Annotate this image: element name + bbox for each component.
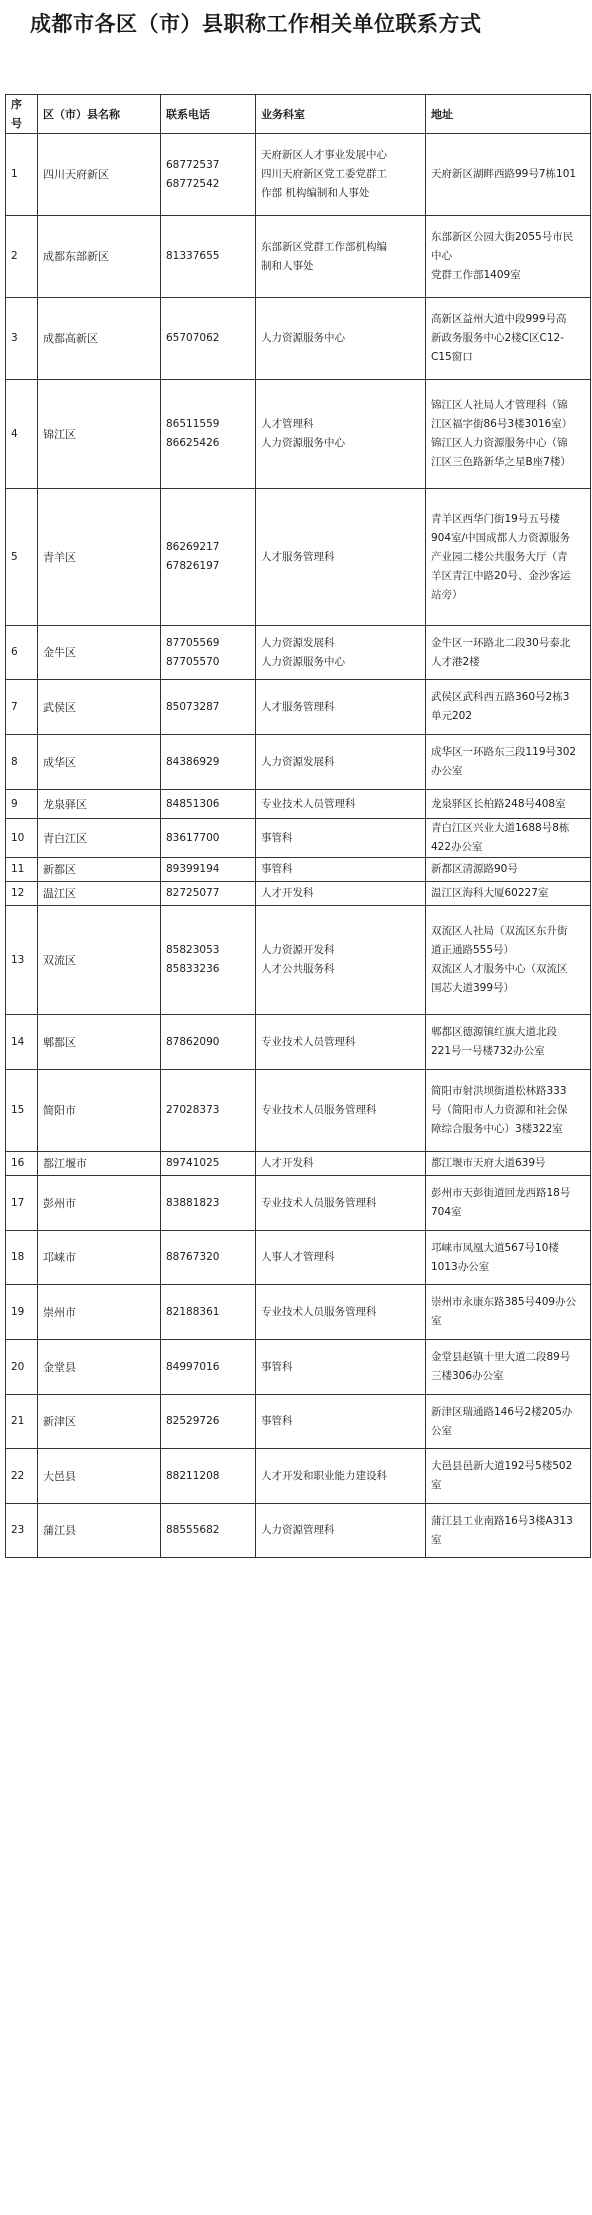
- district-name: 都江堰市: [38, 1152, 161, 1176]
- dept-cell-line: 人力资源开发科: [261, 944, 335, 956]
- phone-cell-line: 88211208: [166, 1469, 220, 1482]
- dept-cell: [256, 735, 426, 790]
- phone-cell: [161, 1504, 256, 1558]
- phone-cell: [161, 819, 256, 858]
- district-name: 崇州市: [38, 1285, 161, 1340]
- address-cell-line: 郫都区德源镇红旗大道北段: [431, 1026, 557, 1038]
- district-name: 双流区: [38, 906, 161, 1015]
- dept-cell-line: 人才开发科: [261, 1157, 314, 1169]
- phone-cell-line: 84386929: [166, 755, 220, 768]
- address-cell: [426, 735, 591, 790]
- district-name: 彭州市: [38, 1176, 161, 1231]
- address-cell-line: 新津区瑞通路146号2楼205办: [431, 1405, 573, 1418]
- header-phone: 联系电话: [161, 95, 256, 134]
- district-name: 成都东部新区: [38, 216, 161, 298]
- table-row: [6, 882, 591, 906]
- phone-cell-line: 89741025: [166, 1157, 220, 1169]
- table-row: [6, 858, 591, 882]
- dept-cell-line: 事管科: [261, 1360, 293, 1373]
- row-number: 3: [6, 298, 38, 380]
- phone-cell: [161, 1015, 256, 1070]
- phone-cell: [161, 858, 256, 882]
- phone-cell-line: 88767320: [166, 1251, 220, 1263]
- address-cell-line: 青白江区兴业大道1688号8栋: [431, 822, 570, 834]
- phone-cell: [161, 790, 256, 819]
- district-name: 青白江区: [38, 819, 161, 858]
- phone-cell-line: 67826197: [166, 560, 220, 572]
- address-cell: [426, 1070, 591, 1152]
- row-number: 9: [6, 790, 38, 819]
- address-cell-line: 双流区人社局（双流区东升街: [431, 925, 568, 937]
- table-row: [6, 1395, 591, 1449]
- district-name: 郫都区: [38, 1015, 161, 1070]
- table-row: [6, 298, 591, 380]
- address-cell-line: 三楼306办公室: [431, 1370, 504, 1382]
- dept-cell: [256, 790, 426, 819]
- address-cell-line: 办公室: [431, 765, 463, 777]
- phone-cell-line: 82529726: [166, 1415, 220, 1427]
- address-cell-line: 高新区益州大道中段999号高: [431, 313, 567, 325]
- dept-cell: [256, 380, 426, 489]
- phone-cell: [161, 626, 256, 680]
- header-dept: 业务科室: [256, 95, 426, 134]
- district-name: 成华区: [38, 735, 161, 790]
- address-cell-line: 成华区一环路东三段119号302: [431, 746, 577, 758]
- address-cell: [426, 1152, 591, 1176]
- district-name: 锦江区: [38, 380, 161, 489]
- row-number: 4: [6, 380, 38, 489]
- dept-cell: [256, 1285, 426, 1340]
- phone-cell-line: 85823053: [166, 944, 220, 956]
- address-cell-line: 都江堰市天府大道639号: [431, 1157, 546, 1169]
- district-name: 新津区: [38, 1395, 161, 1449]
- dept-cell-line: 专业技术人员管理科: [261, 797, 356, 810]
- phone-cell-line: 83881823: [166, 1196, 220, 1209]
- page-title: 成都市各区（市）县职称工作相关单位联系方式: [30, 11, 482, 36]
- dept-cell-line: 作部 机构编制和人事处: [261, 187, 370, 199]
- phone-cell-line: 81337655: [166, 250, 220, 262]
- address-cell-line: 室: [431, 1315, 442, 1327]
- dept-cell: [256, 1176, 426, 1231]
- district-name: 成都高新区: [38, 298, 161, 380]
- phone-cell-line: 87705570: [166, 655, 220, 668]
- dept-cell-line: 专业技术人员服务管理科: [261, 1196, 377, 1209]
- address-cell: [426, 380, 591, 489]
- address-cell-line: 道正通路555号）: [431, 944, 515, 956]
- address-cell-line: 双流区人才服务中心（双流区: [431, 963, 568, 975]
- phone-cell: [161, 1152, 256, 1176]
- address-cell: [426, 489, 591, 626]
- district-name: 金牛区: [38, 626, 161, 680]
- district-name: 大邑县: [38, 1449, 161, 1504]
- phone-cell-line: 87705569: [166, 636, 220, 649]
- row-number: 6: [6, 626, 38, 680]
- district-name: 青羊区: [38, 489, 161, 626]
- phone-cell-line: 84997016: [166, 1360, 220, 1373]
- address-cell: [426, 819, 591, 858]
- phone-cell-line: 89399194: [166, 863, 220, 875]
- phone-cell: [161, 298, 256, 380]
- district-name: 邛崃市: [38, 1231, 161, 1285]
- phone-cell-line: 85073287: [166, 700, 220, 713]
- table-row: [6, 626, 591, 680]
- dept-cell-line: 东部新区党群工作部机构编: [261, 240, 387, 253]
- row-number: 23: [6, 1504, 38, 1558]
- phone-cell-line: 88555682: [166, 1524, 220, 1536]
- address-cell-line: 东部新区公园大街2055号市民: [431, 231, 574, 243]
- address-cell-line: 公室: [431, 1424, 452, 1437]
- address-cell-line: 天府新区湖畔西路99号7栋101: [431, 168, 577, 180]
- row-number: 2: [6, 216, 38, 298]
- address-cell-line: 江区三色路新华之星B座7楼）: [431, 456, 571, 468]
- dept-cell: [256, 134, 426, 216]
- dept-cell: [256, 298, 426, 380]
- address-cell-line: 室: [431, 1479, 442, 1491]
- district-name: 四川天府新区: [38, 134, 161, 216]
- phone-cell-line: 68772537: [166, 158, 220, 171]
- phone-cell-line: 27028373: [166, 1104, 220, 1116]
- address-cell-line: 904室/中国成都人力资源服务: [431, 531, 571, 544]
- address-cell-line: 人才港2楼: [431, 655, 480, 668]
- address-cell-line: 新都区清源路90号: [431, 863, 518, 875]
- phone-cell-line: 82725077: [166, 887, 220, 899]
- table-row: [6, 680, 591, 735]
- dept-cell-line: 制和人事处: [261, 259, 314, 272]
- phone-cell: [161, 1285, 256, 1340]
- address-cell-line: 站旁）: [431, 588, 463, 601]
- phone-cell-line: 86511559: [166, 418, 220, 430]
- address-cell-line: 障综合服务中心）3楼322室: [431, 1123, 563, 1135]
- address-cell-line: 产业园二楼公共服务大厅（青: [431, 550, 568, 563]
- dept-cell: [256, 216, 426, 298]
- address-cell-line: 简阳市射洪坝街道松林路333: [431, 1085, 567, 1097]
- row-number: 1: [6, 134, 38, 216]
- address-cell: [426, 216, 591, 298]
- dept-cell: [256, 1015, 426, 1070]
- contact-table: [5, 94, 591, 1558]
- table-header-row: [6, 95, 591, 134]
- address-cell: [426, 858, 591, 882]
- dept-cell-line: 天府新区人才事业发展中心: [261, 149, 387, 161]
- dept-cell-line: 专业技术人员服务管理科: [261, 1305, 377, 1318]
- address-cell: [426, 1176, 591, 1231]
- dept-cell-line: 人力资源发展科: [261, 636, 335, 649]
- address-cell-line: 室: [431, 1533, 442, 1546]
- dept-cell: [256, 489, 426, 626]
- phone-cell: [161, 1176, 256, 1231]
- address-cell: [426, 1340, 591, 1395]
- address-cell-line: 金牛区一环路北二段30号泰北: [431, 636, 571, 649]
- phone-cell: [161, 680, 256, 735]
- row-number: 11: [6, 858, 38, 882]
- row-number: 21: [6, 1395, 38, 1449]
- dept-cell-line: 人才服务管理科: [261, 700, 335, 713]
- phone-cell: [161, 1449, 256, 1504]
- row-number: 17: [6, 1176, 38, 1231]
- phone-cell-line: 86625426: [166, 437, 220, 449]
- address-cell-line: 中心: [431, 250, 452, 262]
- dept-cell-line: 人事人才管理科: [261, 1251, 335, 1263]
- dept-cell-line: 专业技术人员服务管理科: [261, 1104, 377, 1116]
- row-number: 20: [6, 1340, 38, 1395]
- table-row: [6, 380, 591, 489]
- row-number: 12: [6, 882, 38, 906]
- phone-cell: [161, 1231, 256, 1285]
- dept-cell-line: 人力资源发展科: [261, 755, 335, 768]
- row-number: 18: [6, 1231, 38, 1285]
- address-cell: [426, 1395, 591, 1449]
- address-cell-line: 新政务服务中心2楼C区C12-: [431, 332, 564, 344]
- address-cell-line: 国芯大道399号）: [431, 982, 515, 994]
- table-row: [6, 1504, 591, 1558]
- table-row: [6, 819, 591, 858]
- address-cell-line: 龙泉驿区长柏路248号408室: [431, 797, 566, 810]
- dept-cell: [256, 882, 426, 906]
- district-name: 新都区: [38, 858, 161, 882]
- address-cell-line: 号（简阳市人力资源和社会保: [431, 1104, 568, 1116]
- dept-cell-line: 人才开发和职业能力建设科: [261, 1469, 387, 1482]
- table-row: [6, 1231, 591, 1285]
- phone-cell: [161, 1070, 256, 1152]
- phone-cell: [161, 380, 256, 489]
- address-cell-line: 锦江区人力资源服务中心（锦: [431, 437, 568, 449]
- table-row: [6, 790, 591, 819]
- address-cell-line: 蒲江县工业南路16号3楼A313: [431, 1514, 573, 1527]
- address-cell-line: 221号一号楼732办公室: [431, 1045, 545, 1057]
- address-cell-line: 1013办公室: [431, 1260, 490, 1273]
- address-cell: [426, 626, 591, 680]
- address-cell: [426, 680, 591, 735]
- district-name: 简阳市: [38, 1070, 161, 1152]
- address-cell-line: 彭州市天彭街道回龙西路18号: [431, 1187, 571, 1199]
- address-cell: [426, 882, 591, 906]
- phone-cell-line: 68772542: [166, 177, 220, 190]
- district-name: 武侯区: [38, 680, 161, 735]
- address-cell-line: 党群工作部1409室: [431, 269, 521, 281]
- district-name: 龙泉驿区: [38, 790, 161, 819]
- address-cell-line: C15窗口: [431, 351, 473, 363]
- dept-cell-line: 事管科: [261, 831, 293, 844]
- dept-cell: [256, 906, 426, 1015]
- address-cell-line: 单元202: [431, 710, 473, 722]
- dept-cell-line: 事管科: [261, 1415, 293, 1427]
- dept-cell-line: 人力资源管理科: [261, 1524, 335, 1536]
- table-row: [6, 1449, 591, 1504]
- dept-cell-line: 四川天府新区党工委党群工: [261, 168, 387, 180]
- address-cell: [426, 1231, 591, 1285]
- dept-cell: [256, 1449, 426, 1504]
- dept-cell: [256, 1504, 426, 1558]
- table-row: [6, 216, 591, 298]
- address-cell-line: 金堂县赵镇十里大道二段89号: [431, 1351, 571, 1363]
- phone-cell: [161, 1395, 256, 1449]
- phone-cell: [161, 216, 256, 298]
- header-address: 地址: [426, 95, 591, 134]
- dept-cell-line: 人才服务管理科: [261, 550, 335, 563]
- phone-cell-line: 85833236: [166, 963, 220, 975]
- table-row: [6, 1070, 591, 1152]
- district-name: 温江区: [38, 882, 161, 906]
- dept-cell: [256, 858, 426, 882]
- row-number: 22: [6, 1449, 38, 1504]
- dept-cell: [256, 1340, 426, 1395]
- row-number: 10: [6, 819, 38, 858]
- table-row: [6, 1285, 591, 1340]
- row-number: 16: [6, 1152, 38, 1176]
- dept-cell: [256, 1231, 426, 1285]
- phone-cell: [161, 882, 256, 906]
- address-cell-line: 邛崃市凤凰大道567号10楼: [431, 1241, 559, 1254]
- dept-cell-line: 人才开发科: [261, 887, 314, 899]
- table-row: [6, 134, 591, 216]
- dept-cell-line: 人力资源服务中心: [261, 437, 345, 449]
- address-cell-line: 武侯区武科西五路360号2栋3: [431, 691, 570, 703]
- address-cell-line: 锦江区人社局人才管理科（锦: [431, 399, 568, 411]
- dept-cell-line: 人力资源服务中心: [261, 655, 345, 668]
- phone-cell: [161, 1340, 256, 1395]
- table-row: [6, 489, 591, 626]
- phone-cell-line: 82188361: [166, 1305, 220, 1318]
- table-row: [6, 1015, 591, 1070]
- phone-cell-line: 86269217: [166, 541, 220, 553]
- header-district: 区（市）县名称: [38, 95, 161, 134]
- address-cell-line: 大邑县邑新大道192号5楼502: [431, 1460, 573, 1472]
- table-row: [6, 1340, 591, 1395]
- phone-cell-line: 83617700: [166, 831, 220, 844]
- dept-cell: [256, 626, 426, 680]
- header-no: 序号: [6, 95, 38, 134]
- dept-cell: [256, 1152, 426, 1176]
- dept-cell-line: 人才管理科: [261, 418, 314, 430]
- address-cell-line: 温江区海科大厦60227室: [431, 887, 549, 899]
- table-row: [6, 1152, 591, 1176]
- phone-cell: [161, 906, 256, 1015]
- phone-cell-line: 84851306: [166, 797, 220, 810]
- table-row: [6, 735, 591, 790]
- dept-cell: [256, 819, 426, 858]
- phone-cell: [161, 735, 256, 790]
- address-cell-line: 羊区青江中路20号、金沙客运: [431, 569, 571, 582]
- address-cell: [426, 1015, 591, 1070]
- dept-cell-line: 事管科: [261, 863, 293, 875]
- row-number: 19: [6, 1285, 38, 1340]
- address-cell-line: 青羊区西华门街19号五号楼: [431, 512, 560, 525]
- table-row: [6, 1176, 591, 1231]
- table-row: [6, 906, 591, 1015]
- address-cell-line: 704室: [431, 1206, 462, 1218]
- row-number: 7: [6, 680, 38, 735]
- dept-cell-line: 人力资源服务中心: [261, 332, 345, 344]
- dept-cell-line: 人才公共服务科: [261, 963, 335, 975]
- address-cell-line: 崇州市永康东路385号409办公: [431, 1296, 577, 1308]
- district-name: 金堂县: [38, 1340, 161, 1395]
- dept-cell: [256, 1395, 426, 1449]
- row-number: 8: [6, 735, 38, 790]
- address-cell: [426, 1504, 591, 1558]
- dept-cell: [256, 1070, 426, 1152]
- phone-cell-line: 65707062: [166, 332, 220, 344]
- row-number: 13: [6, 906, 38, 1015]
- address-cell: [426, 1449, 591, 1504]
- address-cell-line: 422办公室: [431, 841, 483, 853]
- dept-cell: [256, 680, 426, 735]
- table-body: [6, 134, 591, 1558]
- row-number: 14: [6, 1015, 38, 1070]
- phone-cell: [161, 489, 256, 626]
- dept-cell-line: 专业技术人员管理科: [261, 1035, 356, 1048]
- address-cell: [426, 906, 591, 1015]
- row-number: 15: [6, 1070, 38, 1152]
- address-cell: [426, 1285, 591, 1340]
- address-cell: [426, 134, 591, 216]
- address-cell-line: 江区福字街86号3楼3016室）: [431, 418, 573, 430]
- district-name: 蒲江县: [38, 1504, 161, 1558]
- address-cell: [426, 298, 591, 380]
- phone-cell: [161, 134, 256, 216]
- row-number: 5: [6, 489, 38, 626]
- address-cell: [426, 790, 591, 819]
- phone-cell-line: 87862090: [166, 1035, 220, 1048]
